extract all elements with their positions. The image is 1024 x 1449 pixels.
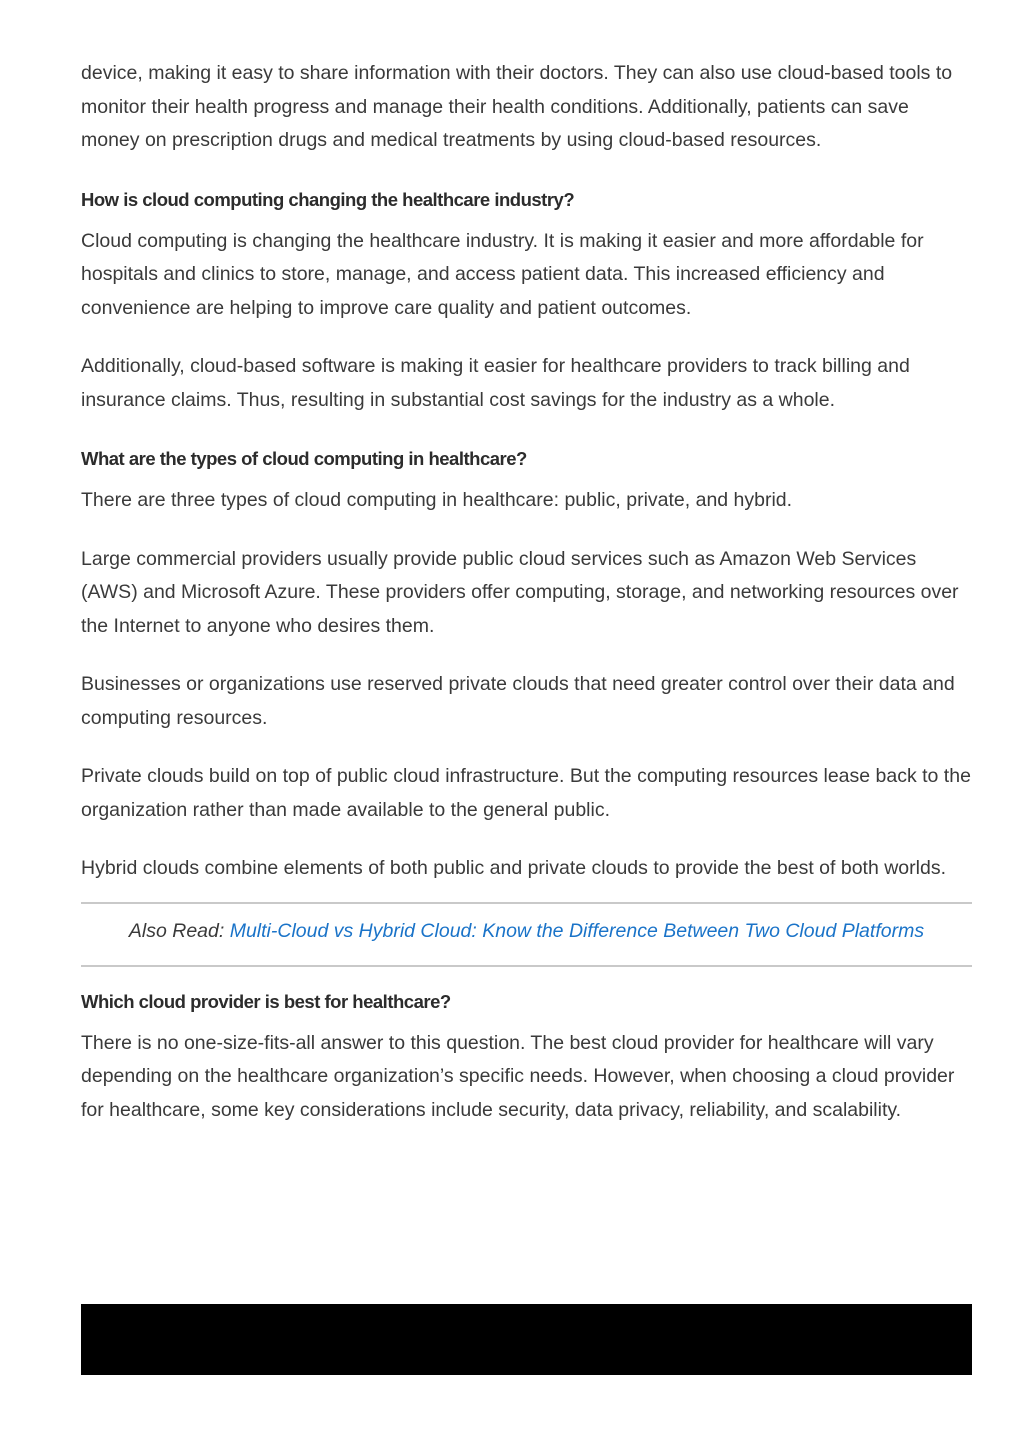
paragraph-types-4: Private clouds build on top of public cloud infrastructure. But the computing resources lease back to the organization rather than made available to the general public.: [81, 765, 971, 821]
heading-best-provider: Which cloud provider is best for healthcare?: [81, 990, 451, 1012]
paragraph-types-5: Hybrid clouds combine elements of both public and private clouds to provide the best of both worlds.: [81, 857, 946, 879]
paragraph-intro: device, making it easy to share information with their doctors. They can also use cloud-based tools to monitor their health progress and manage their health conditions. Additionally, patients can save money on prescription drugs and medical treatments by using cloud-based resources.: [81, 62, 953, 151]
article-content: [81, 57, 972, 1152]
heading-changing-industry: How is cloud computing changing the healthcare industry?: [81, 188, 575, 210]
paragraph-types-1: There are three types of cloud computing in healthcare: public, private, and hybrid.: [81, 489, 793, 511]
also-read-link[interactable]: Multi-Cloud vs Hybrid Cloud: Know the Difference Between Two Cloud Platforms: [229, 919, 925, 942]
heading-types: What are the types of cloud computing in healthcare?: [81, 448, 527, 469]
also-read-box: [81, 902, 972, 967]
paragraph-changing-2: Additionally, cloud-based software is making it easier for healthcare providers to track billing and insurance claims. Thus, resulting in substantial cost savings for the industry as a whole.: [81, 355, 910, 411]
paragraph-provider-1: There is no one-size-fits-all answer to this question. The best cloud provider for healthcare will vary depending on the healthcare organization’s specific needs. However, when choosing a cloud provider for healthcare, some key considerations include security, data privacy, reliability, and scalability.: [81, 1031, 955, 1121]
also-read-prefix: Also Read:: [128, 919, 230, 942]
footer-black-bar: [81, 1304, 972, 1375]
paragraph-changing-1: Cloud computing is changing the healthcare industry. It is making it easier and more affordable for hospitals and clinics to store, manage, and access patient data. This increased efficiency and convenience are helping to improve care quality and patient outcomes.: [81, 229, 924, 319]
paragraph-types-3: Businesses or organizations use reserved private clouds that need greater control over their data and computing resources.: [81, 673, 955, 729]
paragraph-types-2: Large commercial providers usually provide public cloud services such as Amazon Web Services (AWS) and Microsoft Azure. These providers offer computing, storage, and networking resources over the Internet to anyone who desires them.: [81, 547, 959, 637]
